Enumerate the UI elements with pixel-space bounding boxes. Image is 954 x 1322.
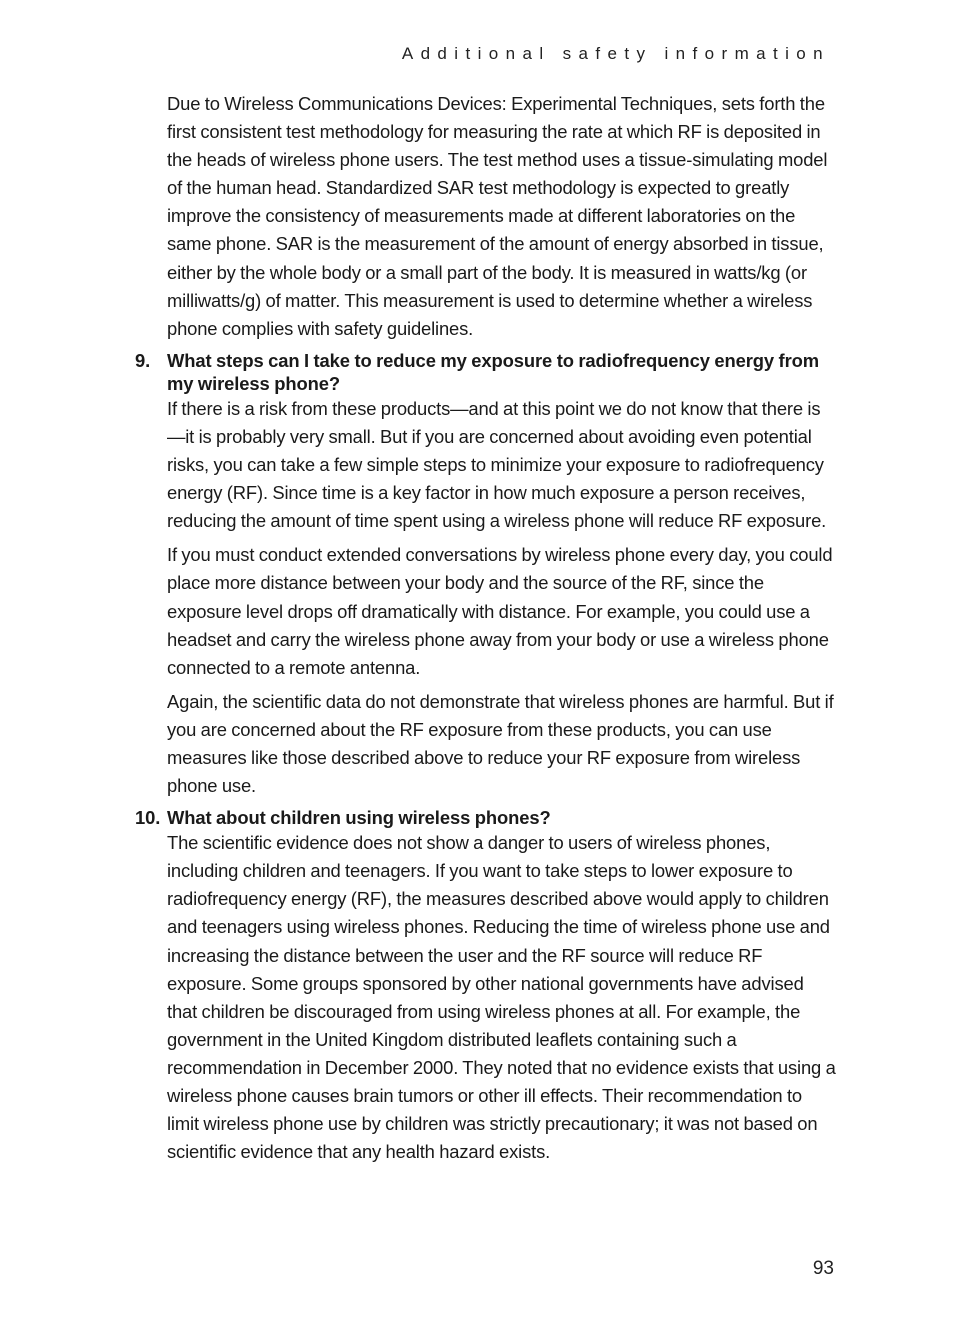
question-title: What steps can I take to reduce my exposure to radiofrequency energy from my wireless phone? (167, 349, 820, 394)
answer-paragraph: If there is a risk from these products—and at this point we do not know that there is—it is probably very small. But if you are concerned about avoiding even potential risks, you can take a few simple steps to minimize your exposure to radiofrequency energy (RF). Since time is a key factor in how much exposure a person receives, reducing the amount of time spent using a wireless phone will reduce RF exposure. (167, 397, 827, 532)
page-number: 93 (812, 1258, 834, 1279)
question-title: What about children using wireless phones? (167, 807, 551, 829)
answer-paragraph: The scientific evidence does not show a danger to users of wireless phones, including children and teenagers. If you want to take steps to lower exposure to radiofrequency energy (RF), the measures described above would apply to children and teenagers using wireless phones. Reducing the time of wireless phone use and increasing the distance between the user and the RF source will reduce RF exposure. Some groups sponsored by other national governments have advised that children be discouraged from using wireless phones at all. For example, the government in the United Kingdom distributed leaflets containing such a recommendation in December 2000. They noted that no evidence exists that using a wireless phone causes brain tumors or other ill effects. Their recommendation to limit wireless phone use by children was strictly precautionary; it was not based on scientific evidence that any health hazard exists. (167, 832, 836, 1163)
intro-paragraph: Due to Wireless Communications Devices: Experimental Techniques, sets forth the first consistent test methodology for measuring the rate at which RF is deposited in the heads of wireless phone users. The test method uses a tissue-simulating model of the human head. Standardized SAR test methodology is expected to greatly improve the consistency of measurements made at different laboratories on the same phone. SAR is the measurement of the amount of energy absorbed in tissue, either by the whole body or a small part of the body. It is measured in watts/kg (or milliwatts/g) of matter. This measurement is used to determine whether a wireless phone complies with safety guidelines. (167, 93, 828, 339)
question-10-heading (135, 806, 837, 829)
running-header: Additional safety information (401, 44, 830, 63)
answer-paragraph: If you must conduct extended conversations by wireless phone every day, you could place more distance between your body and the source of the RF, since the exposure level drops off dramatically with distance. For example, you could use a headset and carry the wireless phone away from your body or use a wireless phone connected to a remote antenna. (167, 544, 833, 678)
question-9-heading (135, 349, 837, 395)
question-number: 10. (135, 807, 161, 829)
answer-paragraph: Again, the scientific data do not demonstrate that wireless phones are harmful. But if you are concerned about the RF exposure from these products, you can use measures like those described above to reduce your RF exposure from wireless phone use. (167, 690, 834, 797)
question-number: 9. (135, 349, 151, 371)
page-body (135, 90, 837, 1172)
